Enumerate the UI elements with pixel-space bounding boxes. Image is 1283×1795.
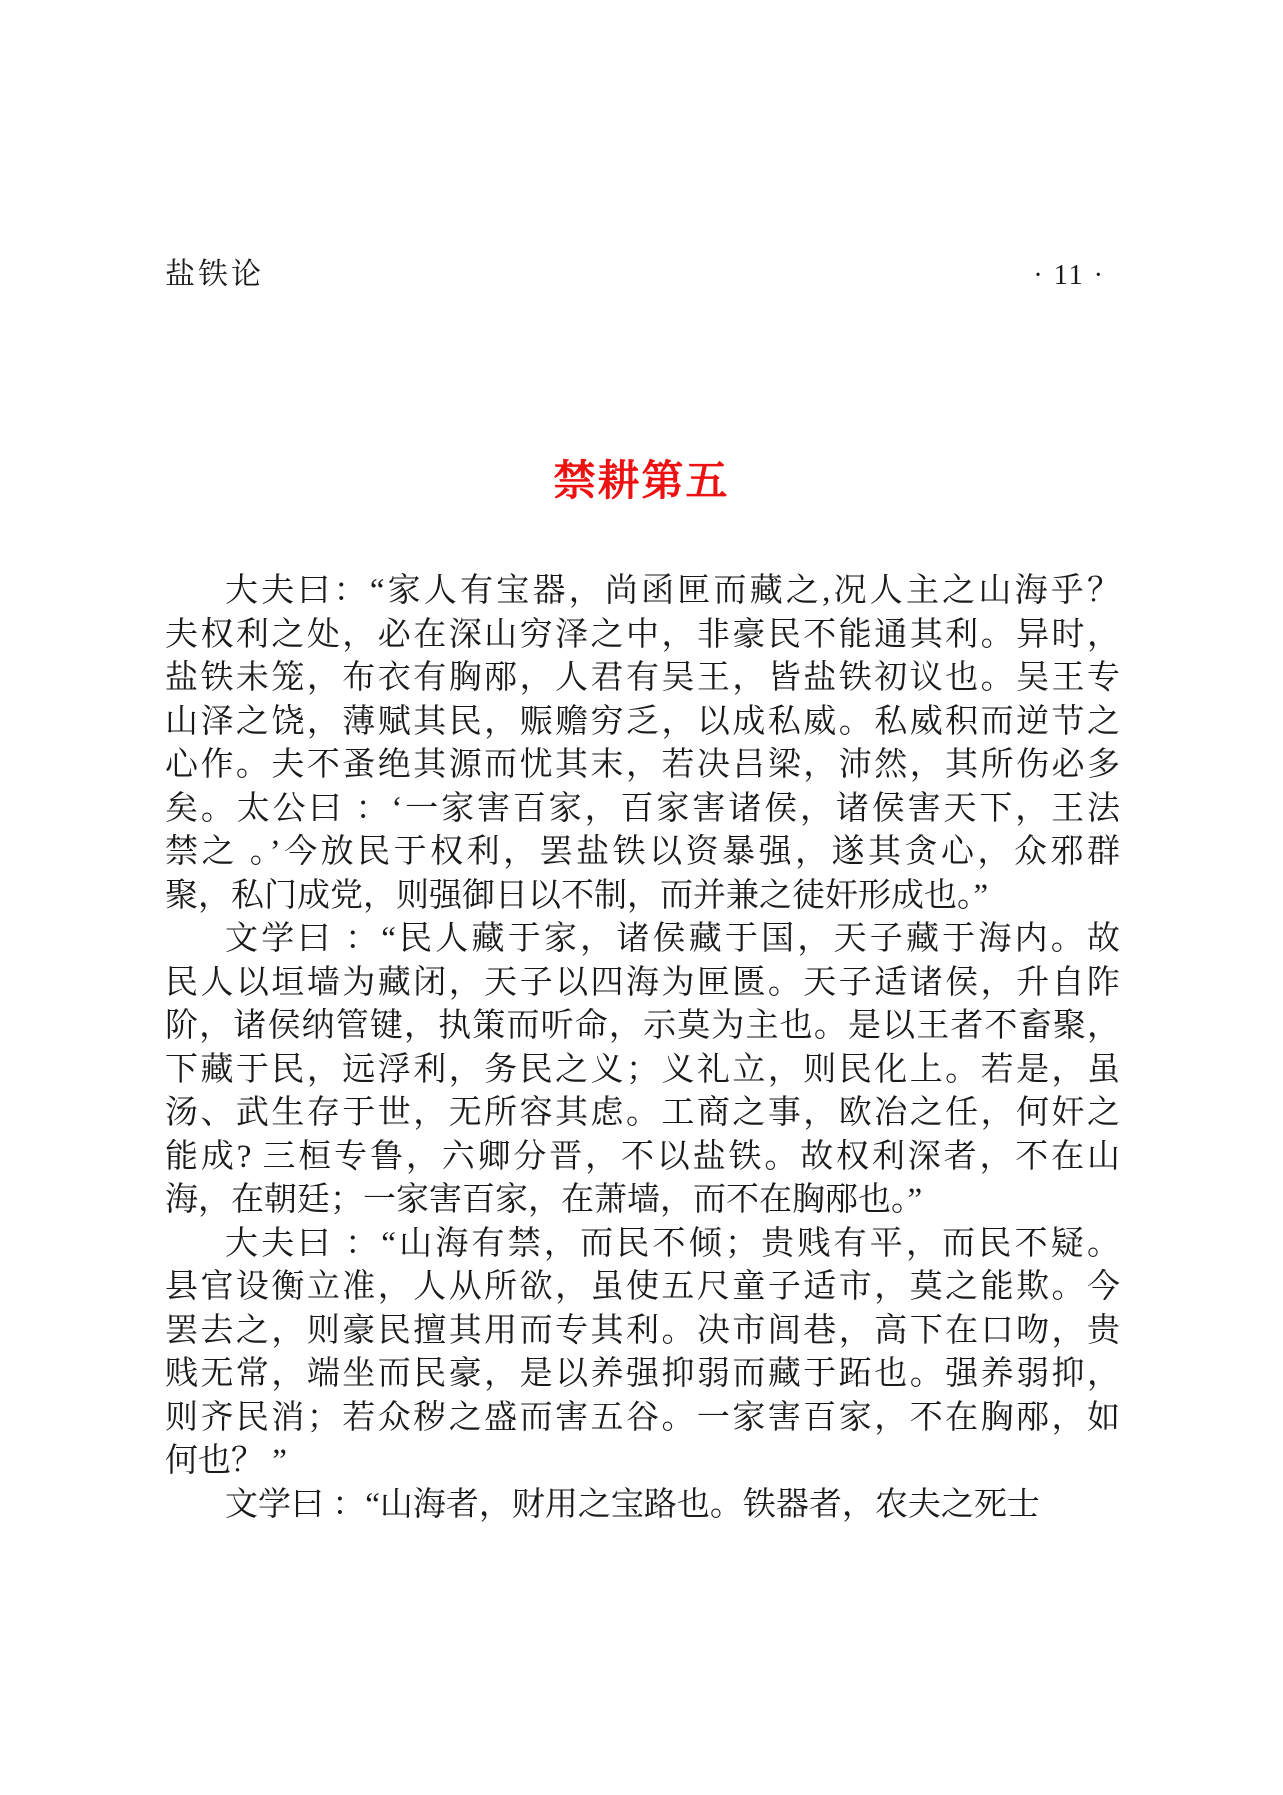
text-line: 文学曰 ：“民人藏于家，诸侯藏于国，天子藏于海内。故 (225, 921, 1120, 957)
page-header (165, 258, 1105, 293)
chapter-title: 禁耕第五 (553, 457, 730, 504)
paragraph (165, 1484, 1120, 1528)
body-text (165, 570, 1120, 1527)
text-line: 矣。太公曰 ：‘一家害百家，百家害诸侯，诸侯害天下，王法 (165, 790, 1120, 827)
paragraph (165, 1223, 1120, 1484)
text-line: 夫权利之处，必在深山穷泽之中，非豪民不能通其利。异时， (165, 616, 1120, 653)
text-line: 罢去之，则豪民擅其用而专其利。决市闾巷，高下在口吻，贵 (165, 1312, 1120, 1349)
text-line: 则齐民消；若众秽之盛而害五谷。一家害百家，不在胸邴，如 (165, 1399, 1120, 1436)
text-line: 山泽之饶，薄赋其民，赈赡穷乏，以成私威。私威积而逆节之 (165, 703, 1120, 740)
text-line: 何也？ ” (165, 1443, 287, 1479)
text-line: 能成? 三桓专鲁，六卿分晋，不以盐铁。故权利深者，不在山 (165, 1138, 1120, 1175)
book-title: 盐铁论 (165, 258, 264, 291)
text-line: 民人以垣墙为藏闭，天子以四海为匣匮。天子适诸侯，升自阼 (165, 964, 1120, 1001)
text-line: 盐铁未笼，布衣有胸邴，人君有吴王，皆盐铁初议也。吴王专 (165, 660, 1120, 696)
page-number: · 11 · (1033, 260, 1105, 291)
text-line: 大夫曰 ：“山海有禁，而民不倾；贵贱有平，而民不疑。 (225, 1225, 1120, 1262)
text-line: 阶，诸侯纳管键，执策而听命，示莫为主也。是以王者不畜聚， (165, 1008, 1120, 1044)
text-line: 大夫曰：“家人有宝器，尚函匣而藏之,况人主之山海乎？ (225, 573, 1120, 609)
text-line: 汤、武生存于世，无所容其虑。工商之事，欧冶之任，何奸之 (165, 1095, 1120, 1131)
text-line: 聚，私门成党，则强御日以不制，而并兼之徒奸形成也。” (165, 877, 989, 914)
text-line: 下藏于民，远浮利，务民之义；义礼立，则民化上。若是，虽 (165, 1051, 1120, 1088)
paragraph (165, 918, 1120, 1223)
text-line: 文学曰 ：“山海者，财用之宝路也。铁器者，农夫之死士 (225, 1486, 1040, 1523)
text-line: 海，在朝廷；一家害百家，在萧墙，而不在胸邴也。” (165, 1182, 923, 1218)
text-line: 县官设衡立准，人从所欲，虽使五尺童子适市，莫之能欺。今 (165, 1269, 1120, 1305)
text-line: 贱无常，端坐而民豪，是以养强抑弱而藏于跖也。强养弱抑， (165, 1356, 1120, 1392)
text-line: 心作。夫不蚤绝其源而忧其末，若决吕梁，沛然，其所伤必多 (165, 747, 1120, 783)
text-line: 禁之 。’今放民于权利，罢盐铁以资暴强，遂其贪心，众邪群 (165, 834, 1120, 870)
paragraph (165, 570, 1120, 918)
